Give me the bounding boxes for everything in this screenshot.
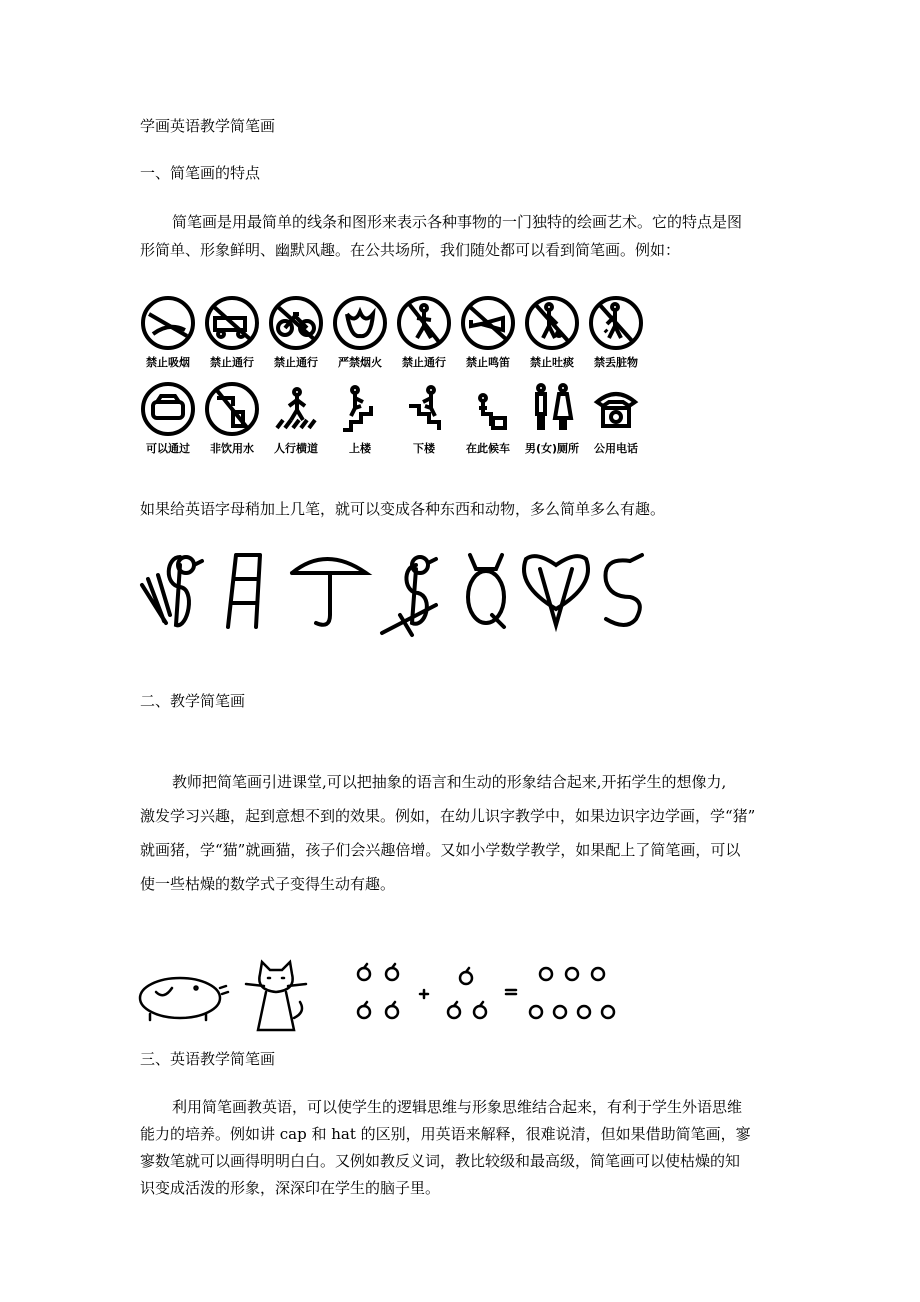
sign-no-spitting [520, 294, 584, 370]
sign-label: 非饮用水 [210, 442, 254, 455]
section2-heading: 二、教学简笔画 [140, 692, 246, 710]
sign-no-pedestrians [392, 294, 456, 370]
sign-waiting-area [456, 380, 520, 456]
sign-label: 人行横道 [274, 442, 318, 455]
tap-water-icon [203, 380, 261, 438]
crosswalk-icon [267, 380, 325, 438]
document-title: 学画英语教学简笔画 [140, 117, 276, 135]
letter-h-ladder-icon [228, 555, 260, 627]
letter-q-cat-icon [468, 555, 504, 627]
sign-public-phone [584, 380, 648, 456]
sign-label: 公用电话 [594, 442, 638, 455]
paragraph-line: 能力的培养。例如讲 cap 和 hat 的区别，用英语来解释，很难说清，但如果借助简笔画，寥 [140, 1125, 751, 1143]
sign-downstairs [392, 380, 456, 456]
paragraph-line: 利用简笔画教英语，可以使学生的逻辑思维与形象思维结合起来，有利于学生外语思维 [172, 1098, 743, 1116]
section1-letters-intro: 如果给英语字母稍加上几笔，就可以变成各种东西和动物，多么简单多么有趣。 [140, 500, 666, 518]
sign-no-horn [456, 294, 520, 370]
no-truck-icon [203, 294, 261, 352]
sign-label: 禁止通行 [402, 356, 446, 369]
sign-label: 男(女)厕所 [524, 442, 580, 455]
paragraph-line: 简笔画是用最简单的线条和图形来表示各种事物的一门独特的绘画艺术。它的特点是图 [172, 213, 743, 231]
letter-s-snake-icon [606, 555, 643, 625]
sign-label: 禁止通行 [210, 356, 254, 369]
sign-pass-allowed [136, 380, 200, 456]
no-smoking-icon [139, 294, 197, 352]
pig-icon [140, 978, 228, 1020]
sign-non-drinking-water [200, 380, 264, 456]
letter-v-heart-icon [524, 556, 588, 625]
section1-heading: 一、简笔画的特点 [140, 164, 261, 182]
apple-icons [358, 964, 614, 1018]
sign-crosswalk [264, 380, 328, 456]
paragraph-line: 就画猪，学“猫”就画猫，孩子们会兴趣倍增。又如小学数学教学，如果配上了简笔画，可以 [140, 841, 741, 859]
upstairs-icon [331, 380, 389, 438]
sign-no-bicycles [264, 294, 328, 370]
section3-heading: 三、英语教学简笔画 [140, 1050, 276, 1068]
downstairs-icon [395, 380, 453, 438]
restroom-icon [523, 380, 581, 438]
section1-paragraph [140, 208, 780, 264]
no-horn-icon [459, 294, 517, 352]
sign-label: 可以通过 [146, 442, 190, 455]
letter-j-umbrella-icon [292, 559, 366, 625]
sign-label: 在此候车 [466, 442, 510, 455]
no-walking-icon [395, 294, 453, 352]
sign-no-vehicles [200, 294, 264, 370]
signs-row-guidance [136, 380, 648, 456]
paragraph-line: 激发学习兴趣，起到意想不到的效果。例如，在幼儿识字教学中，如果边识字边学画，学“猪” [140, 807, 756, 825]
no-fire-icon [331, 294, 389, 352]
car-pass-icon [139, 380, 197, 438]
waiting-passenger-icon [459, 380, 517, 438]
letter-b-bird-icon-2 [382, 557, 436, 635]
section3-paragraph [140, 1094, 780, 1202]
sign-no-fire [328, 294, 392, 370]
no-spitting-icon [523, 294, 581, 352]
letter-drawings [136, 545, 656, 640]
telephone-icon [587, 380, 645, 438]
sign-label: 禁止通行 [274, 356, 318, 369]
sign-label: 禁止鸣笛 [466, 356, 510, 369]
signs-row-prohibition [136, 294, 648, 370]
paragraph-line: 教师把简笔画引进课堂,可以把抽象的语言和生动的形象结合起来,开拓学生的想像力, [172, 773, 727, 791]
section2-paragraph [140, 765, 780, 901]
sign-label: 禁丢脏物 [594, 356, 638, 369]
no-littering-icon [587, 294, 645, 352]
no-bicycle-icon [267, 294, 325, 352]
math-illustration [136, 958, 626, 1038]
letter-b-bird-icon [142, 557, 202, 625]
sign-restroom [520, 380, 584, 456]
sign-label: 禁止吸烟 [146, 356, 190, 369]
sign-label: 严禁烟火 [338, 356, 382, 369]
cat-icon [246, 962, 306, 1030]
paragraph-line: 形简单、形象鲜明、幽默风趣。在公共场所，我们随处都可以看到简笔画。例如： [140, 241, 681, 259]
paragraph-line: 寥数笔就可以画得明明白白。又例如教反义词，教比较级和最高级，简笔画可以使枯燥的知 [140, 1152, 741, 1170]
sign-upstairs [328, 380, 392, 456]
sign-no-smoking [136, 294, 200, 370]
sign-no-littering [584, 294, 648, 370]
sign-label: 上楼 [349, 442, 371, 455]
paragraph-line: 识变成活泼的形象，深深印在学生的脑子里。 [140, 1179, 441, 1197]
paragraph-line: 使一些枯燥的数学式子变得生动有趣。 [140, 875, 396, 893]
sign-label: 下楼 [413, 442, 435, 455]
sign-label: 禁止吐痰 [530, 356, 574, 369]
